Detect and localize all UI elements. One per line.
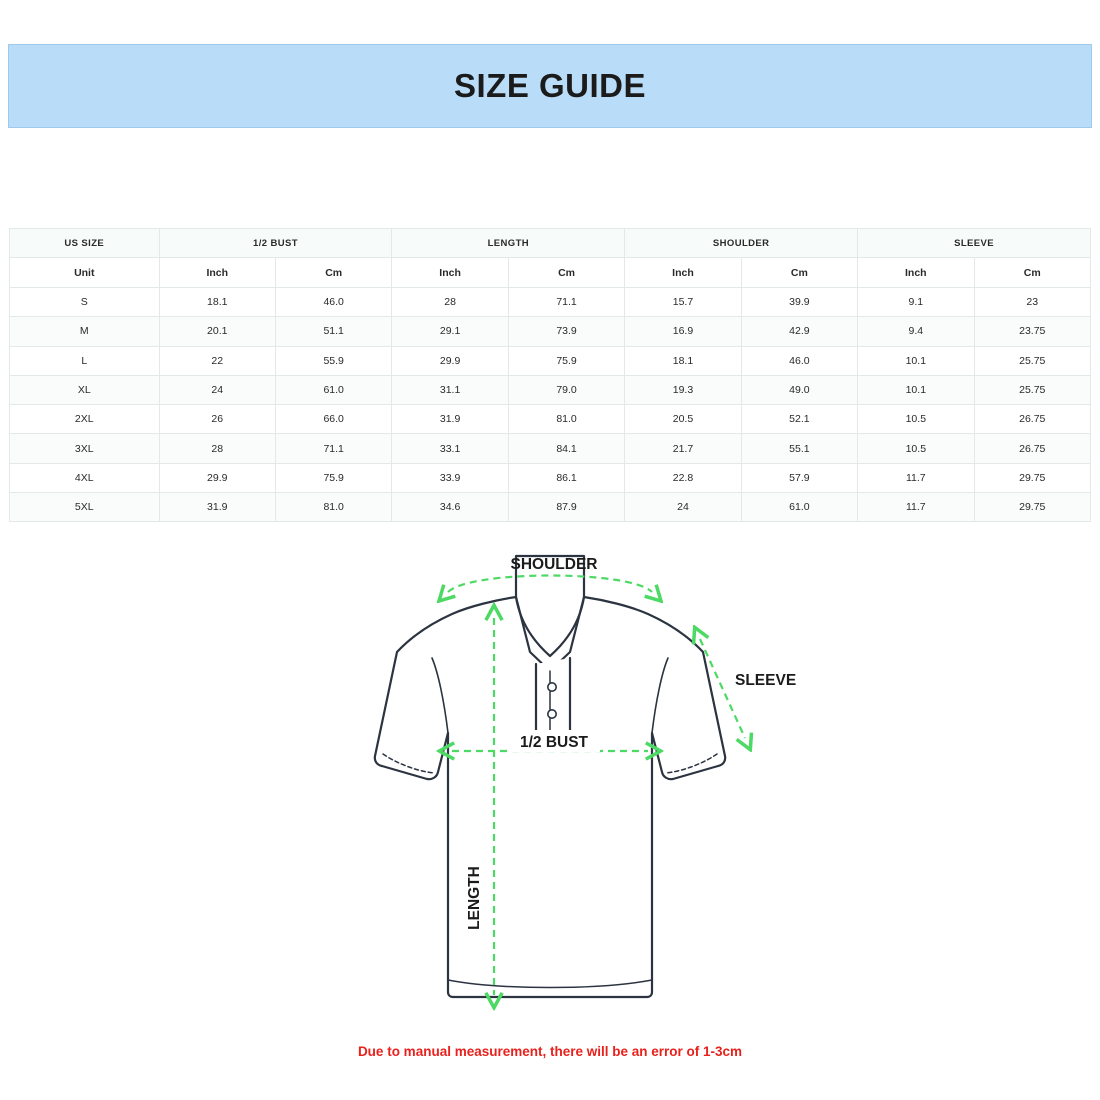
cell-bust-inch: 28	[159, 434, 275, 463]
cell-length-inch: 28	[392, 288, 508, 317]
cell-bust-cm: 66.0	[275, 405, 391, 434]
cell-shoulder-cm: 52.1	[741, 405, 857, 434]
col-unit: Unit	[10, 258, 160, 288]
cell-size: 4XL	[10, 463, 160, 492]
cell-shoulder-cm: 57.9	[741, 463, 857, 492]
page-title: SIZE GUIDE	[453, 67, 647, 104]
cell-shoulder-cm: 42.9	[741, 317, 857, 346]
measurement-disclaimer: Due to manual measurement, there will be an error of 1-3cm	[357, 1044, 743, 1059]
col-group-length: LENGTH	[392, 229, 625, 258]
cell-shoulder-inch: 21.7	[625, 434, 741, 463]
cell-shoulder-inch: 15.7	[625, 288, 741, 317]
cell-sleeve-cm: 26.75	[974, 405, 1090, 434]
cell-shoulder-inch: 19.3	[625, 375, 741, 404]
table-row	[10, 405, 1091, 434]
cell-size: M	[10, 317, 160, 346]
col-shoulder-cm: Cm	[741, 258, 857, 288]
cell-bust-cm: 75.9	[275, 463, 391, 492]
table-row	[10, 258, 1091, 288]
col-group-sleeve: SLEEVE	[858, 229, 1091, 258]
cell-sleeve-cm: 23.75	[974, 317, 1090, 346]
cell-sleeve-cm: 23	[974, 288, 1090, 317]
cell-length-cm: 73.9	[508, 317, 624, 346]
col-group-shoulder: SHOULDER	[625, 229, 858, 258]
cell-size: S	[10, 288, 160, 317]
size-guide-banner	[8, 44, 1092, 128]
cell-sleeve-inch: 10.1	[858, 375, 974, 404]
col-length-inch: Inch	[392, 258, 508, 288]
cell-length-cm: 75.9	[508, 346, 624, 375]
cell-size: XL	[10, 375, 160, 404]
cell-length-cm: 71.1	[508, 288, 624, 317]
table-row	[10, 229, 1091, 258]
cell-sleeve-inch: 9.1	[858, 288, 974, 317]
cell-shoulder-inch: 20.5	[625, 405, 741, 434]
col-shoulder-inch: Inch	[625, 258, 741, 288]
cell-bust-cm: 61.0	[275, 375, 391, 404]
cell-length-cm: 87.9	[508, 493, 624, 522]
cell-bust-inch: 24	[159, 375, 275, 404]
cell-sleeve-cm: 25.75	[974, 375, 1090, 404]
cell-shoulder-inch: 18.1	[625, 346, 741, 375]
col-bust-inch: Inch	[159, 258, 275, 288]
col-group-bust: 1/2 BUST	[159, 229, 392, 258]
table-body	[10, 288, 1091, 522]
cell-shoulder-cm: 55.1	[741, 434, 857, 463]
table-row	[10, 317, 1091, 346]
cell-bust-inch: 20.1	[159, 317, 275, 346]
cell-shoulder-cm: 49.0	[741, 375, 857, 404]
cell-bust-inch: 31.9	[159, 493, 275, 522]
table-unit-header	[10, 258, 1091, 288]
cell-shoulder-cm: 39.9	[741, 288, 857, 317]
table-row	[10, 375, 1091, 404]
cell-length-inch: 29.9	[392, 346, 508, 375]
bust-label: 1/2 BUST	[519, 734, 589, 751]
cell-sleeve-cm: 25.75	[974, 346, 1090, 375]
col-length-cm: Cm	[508, 258, 624, 288]
table-row	[10, 463, 1091, 492]
cell-size: 2XL	[10, 405, 160, 434]
cell-shoulder-inch: 16.9	[625, 317, 741, 346]
cell-length-cm: 86.1	[508, 463, 624, 492]
cell-sleeve-inch: 10.5	[858, 405, 974, 434]
cell-sleeve-cm: 29.75	[974, 463, 1090, 492]
cell-bust-cm: 71.1	[275, 434, 391, 463]
cell-size: 5XL	[10, 493, 160, 522]
cell-bust-cm: 55.9	[275, 346, 391, 375]
cell-bust-cm: 46.0	[275, 288, 391, 317]
cell-length-inch: 31.1	[392, 375, 508, 404]
table-row	[10, 288, 1091, 317]
col-group-us-size: US SIZE	[10, 229, 160, 258]
cell-bust-inch: 18.1	[159, 288, 275, 317]
cell-shoulder-cm: 61.0	[741, 493, 857, 522]
table-group-header	[10, 229, 1091, 258]
cell-length-inch: 34.6	[392, 493, 508, 522]
col-sleeve-inch: Inch	[858, 258, 974, 288]
size-table-container	[9, 228, 1091, 522]
cell-length-inch: 33.1	[392, 434, 508, 463]
table-row	[10, 346, 1091, 375]
table-row	[10, 434, 1091, 463]
cell-shoulder-cm: 46.0	[741, 346, 857, 375]
cell-shoulder-inch: 24	[625, 493, 741, 522]
cell-size: 3XL	[10, 434, 160, 463]
cell-shoulder-inch: 22.8	[625, 463, 741, 492]
cell-bust-cm: 81.0	[275, 493, 391, 522]
cell-bust-cm: 51.1	[275, 317, 391, 346]
cell-sleeve-inch: 11.7	[858, 493, 974, 522]
button-bottom	[548, 710, 556, 718]
length-label: LENGTH	[466, 866, 483, 930]
cell-sleeve-cm: 29.75	[974, 493, 1090, 522]
cell-sleeve-inch: 10.5	[858, 434, 974, 463]
cell-size: L	[10, 346, 160, 375]
shoulder-label: SHOULDER	[510, 556, 598, 573]
cell-bust-inch: 22	[159, 346, 275, 375]
cell-bust-inch: 26	[159, 405, 275, 434]
cell-sleeve-inch: 10.1	[858, 346, 974, 375]
col-sleeve-cm: Cm	[974, 258, 1090, 288]
cell-bust-inch: 29.9	[159, 463, 275, 492]
cell-sleeve-inch: 11.7	[858, 463, 974, 492]
measurement-diagram	[0, 540, 1100, 1050]
sleeve-label: SLEEVE	[735, 672, 797, 689]
table-row	[10, 493, 1091, 522]
cell-length-inch: 33.9	[392, 463, 508, 492]
cell-sleeve-inch: 9.4	[858, 317, 974, 346]
size-table	[9, 228, 1091, 522]
cell-length-cm: 79.0	[508, 375, 624, 404]
cell-length-cm: 81.0	[508, 405, 624, 434]
cell-length-inch: 29.1	[392, 317, 508, 346]
button-top	[548, 683, 556, 691]
cell-length-inch: 31.9	[392, 405, 508, 434]
col-bust-cm: Cm	[275, 258, 391, 288]
cell-sleeve-cm: 26.75	[974, 434, 1090, 463]
cell-length-cm: 84.1	[508, 434, 624, 463]
